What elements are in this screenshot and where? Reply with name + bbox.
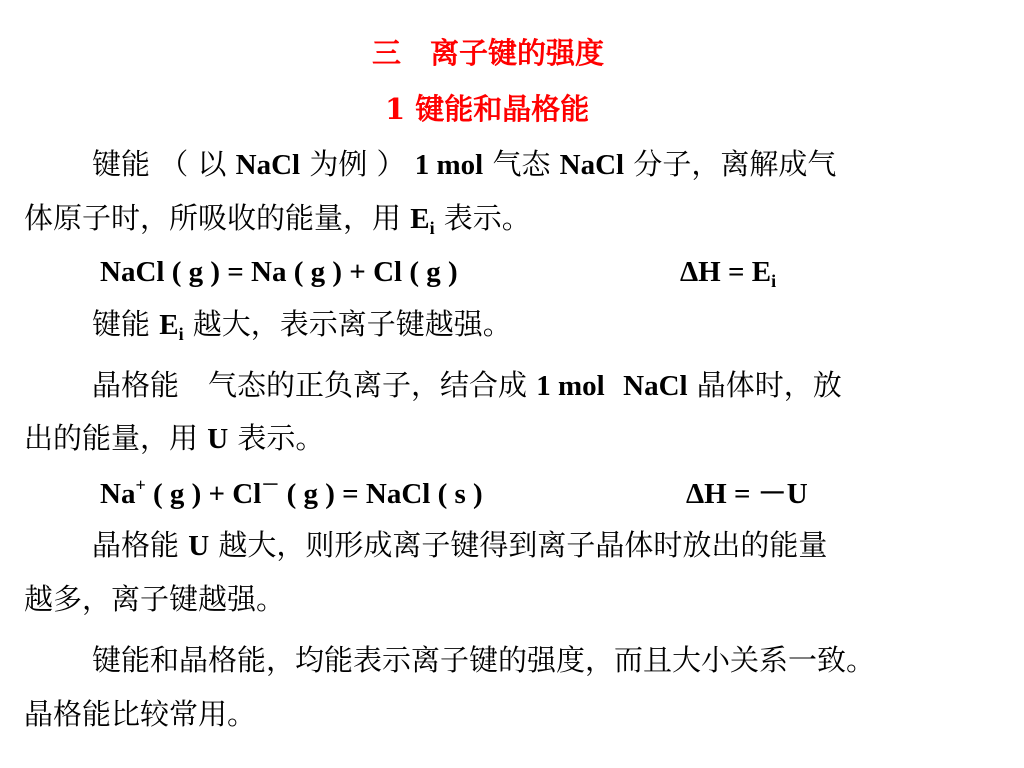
lattice-energy-enthalpy: ΔH = －U <box>686 478 808 510</box>
bond-energy-definition-line1 <box>92 146 836 183</box>
bond-energy-enthalpy <box>680 254 776 290</box>
summary-line1: 键能和晶格能，均能表示离子键的强度，而且大小关系一致。 <box>92 643 876 677</box>
text-fragment: 体原子时，所吸收的能量，用 <box>24 201 411 235</box>
text-fragment: 分子，离解成气 <box>624 147 837 181</box>
symbol-E: E <box>410 203 430 235</box>
summary-line2: 晶格能比较常用。 <box>24 697 257 731</box>
bond-energy-conclusion <box>92 306 512 343</box>
quantity-1mol: 1 mol <box>414 149 484 181</box>
formula-nacl: NaCl <box>235 149 301 181</box>
symbol-U: U <box>188 530 210 562</box>
formula-nacl: NaCl <box>559 149 625 181</box>
text-fragment: 越大，表示离子键越强。 <box>183 307 512 341</box>
lattice-energy-definition-line2 <box>24 420 324 457</box>
subscript-i: i <box>771 271 777 291</box>
equation-fragment: ( g ) = NaCl ( s ) <box>279 478 483 510</box>
lattice-energy-equation <box>100 476 483 512</box>
lattice-energy-conclusion-line1 <box>92 527 827 564</box>
formula-na: Na <box>100 478 136 510</box>
text-fragment: 键能 （ 以 <box>92 147 236 181</box>
text-fragment: 越大，则形成离子键得到离子晶体时放出的能量 <box>209 528 828 562</box>
subsection-title <box>385 91 589 127</box>
text-fragment: 晶体时，放 <box>687 368 842 402</box>
bond-energy-definition-line2 <box>24 200 531 237</box>
charge-plus: + <box>135 475 146 495</box>
quantity-1mol: 1 mol <box>536 370 605 402</box>
text-fragment: 出的能量，用 <box>24 421 208 455</box>
formula-nacl: NaCl <box>623 370 688 402</box>
enthalpy-text: ΔH = E <box>680 256 772 288</box>
subscript-i: i <box>178 324 184 344</box>
subsection-title-text: 1 键能和晶格能 <box>385 92 590 126</box>
section-title: 三 离子键的强度 <box>372 36 605 70</box>
lattice-energy-conclusion-line2: 越多，离子键越强。 <box>24 582 286 616</box>
lattice-energy-definition-line1 <box>92 367 842 404</box>
text-fragment: 键能 <box>92 307 160 341</box>
text-fragment: 气态 <box>483 147 560 181</box>
subscript-i: i <box>429 218 435 238</box>
text-fragment: 表示。 <box>434 201 531 235</box>
symbol-U: U <box>207 423 229 455</box>
text-fragment: 为例 ） <box>300 147 415 181</box>
text-fragment: 晶格能 <box>92 528 189 562</box>
bond-energy-equation: NaCl ( g ) = Na ( g ) + Cl ( g ) <box>100 256 458 288</box>
symbol-E: E <box>159 309 179 341</box>
text-fragment: 表示。 <box>228 421 325 455</box>
equation-fragment: ( g ) + Cl <box>145 478 262 510</box>
text-fragment: 晶格能 气态的正负离子，结合成 <box>92 368 537 402</box>
charge-minus: － <box>261 475 280 495</box>
